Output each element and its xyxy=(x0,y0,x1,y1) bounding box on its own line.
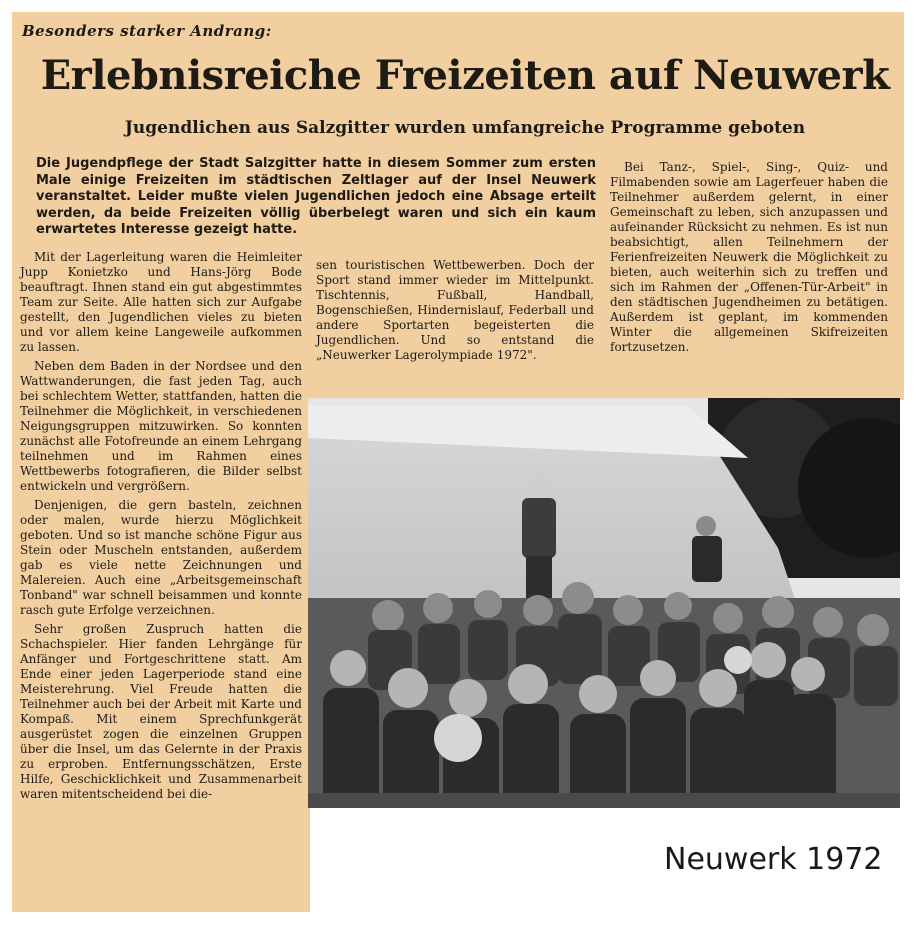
article-column-1 xyxy=(20,250,302,806)
photo-caption: Neuwerk 1972 xyxy=(664,842,883,877)
paragraph: Sehr großen Zuspruch hatten die Schachspieler. Hier fanden Lehrgänge für Anfänger und Fortgeschrittene statt. Am Ende einer jeden Lagerperiode stand eine Meisterehrung. Viel Freude hatten die Teilnehmer auch bei der Arbeit mit Karte und Kompaß. Mit einem Sprechfunkgerät ausgerüstet zogen die einzelnen Gruppen über die Insel, um das Gelernte in der Praxis zu erproben. Entfernungsschätzen, Erste Hilfe, Geschicklichkeit und Zusammenarbeit waren mitentscheidend bei die- xyxy=(20,622,302,801)
paragraph: Mit der Lagerleitung waren die Heimleiter Jupp Konietzko und Hans-Jörg Bode beauftragt. Ihnen stand ein gut abgestimmtes Team zur Seite. Alle hatten sich zur Aufgabe gestellt, den Jugendlichen vieles zu bieten und vor allem keine Langeweile aufkommen zu lassen. xyxy=(20,250,302,354)
article-subheadline: Jugendlichen aus Salzgitter wurden umfangreiche Programme geboten xyxy=(124,118,806,138)
article-column-2 xyxy=(316,258,594,367)
article-kicker: Besonders starker Andrang: xyxy=(22,22,272,40)
paragraph: Bei Tanz-, Spiel-, Sing-, Quiz- und Filmabenden sowie am Lagerfeuer haben die Teilnehmer außerdem gelernt, in einer Gemeinschaft zu leben, sich anzupassen und aufeinander Rücksicht zu nehmen. Es ist nun beabsichtigt, allen Teilnehmern der Ferienfreizeiten Neuwerk die Möglichkeit zu bieten, auch weiterhin sich zu treffen und sich im Rahmen der „Offenen-Tür-Arbeit" in den städtischen Jugendheimen zu betätigen. Außerdem ist geplant, im kommenden Winter die allgemeinen Skifreizeiten fortzusetzen. xyxy=(610,160,888,354)
group-photo-illustration xyxy=(308,398,900,808)
article-column-3 xyxy=(610,160,888,359)
article-lead: Die Jugendpflege der Stadt Salzgitter hatte in diesem Sommer zum ersten Male einige Freizeiten im städtischen Zeltlager auf der Insel Neuwerk veranstaltet. Leider mußte vielen Jugendlichen jedoch eine Absage erteilt werden, da beide Freizeiten völlig überbelegt waren und sich ein kaum erwartetes Interesse gezeigt hatte. xyxy=(36,156,596,237)
paragraph: Denjenigen, die gern basteln, zeichnen oder malen, wurde hierzu Möglichkeit geboten. Und so ist manche schöne Figur aus Stein oder Muscheln entstanden, außerdem gab es viele nette Zeichnungen und Malereien. Auch eine „Arbeitsgemeinschaft Tonband" war schnell beisammen und konnte rasch gute Erfolge verzeichnen. xyxy=(20,498,302,617)
article-photo xyxy=(308,398,900,808)
paragraph: sen touristischen Wettbewerben. Doch der Sport stand immer wieder im Mittelpunkt. Tischtennis, Fußball, Handball, Bogenschießen, Hindernislauf, Federball und andere Sportarten begeisterten die Jugendlichen. Und so entstand die „Neuwerker Lagerolympiade 1972". xyxy=(316,258,594,362)
paragraph: Neben dem Baden in der Nordsee und den Wattwanderungen, die fast jeden Tag, auch bei schlechtem Wetter, stattfanden, hatten die Teilnehmer die Möglichkeit, in verschiedenen Neigungsgruppen mitzuwirken. So konnten zunächst alle Fotofreunde an einem Lehrgang teilnehmen und im Rahmen eines Wettbewerbs fotografieren, die Bilder selbst entwickeln und vergrößern. xyxy=(20,359,302,493)
article-headline: Erlebnisreiche Freizeiten auf Neuwerk xyxy=(40,52,890,99)
